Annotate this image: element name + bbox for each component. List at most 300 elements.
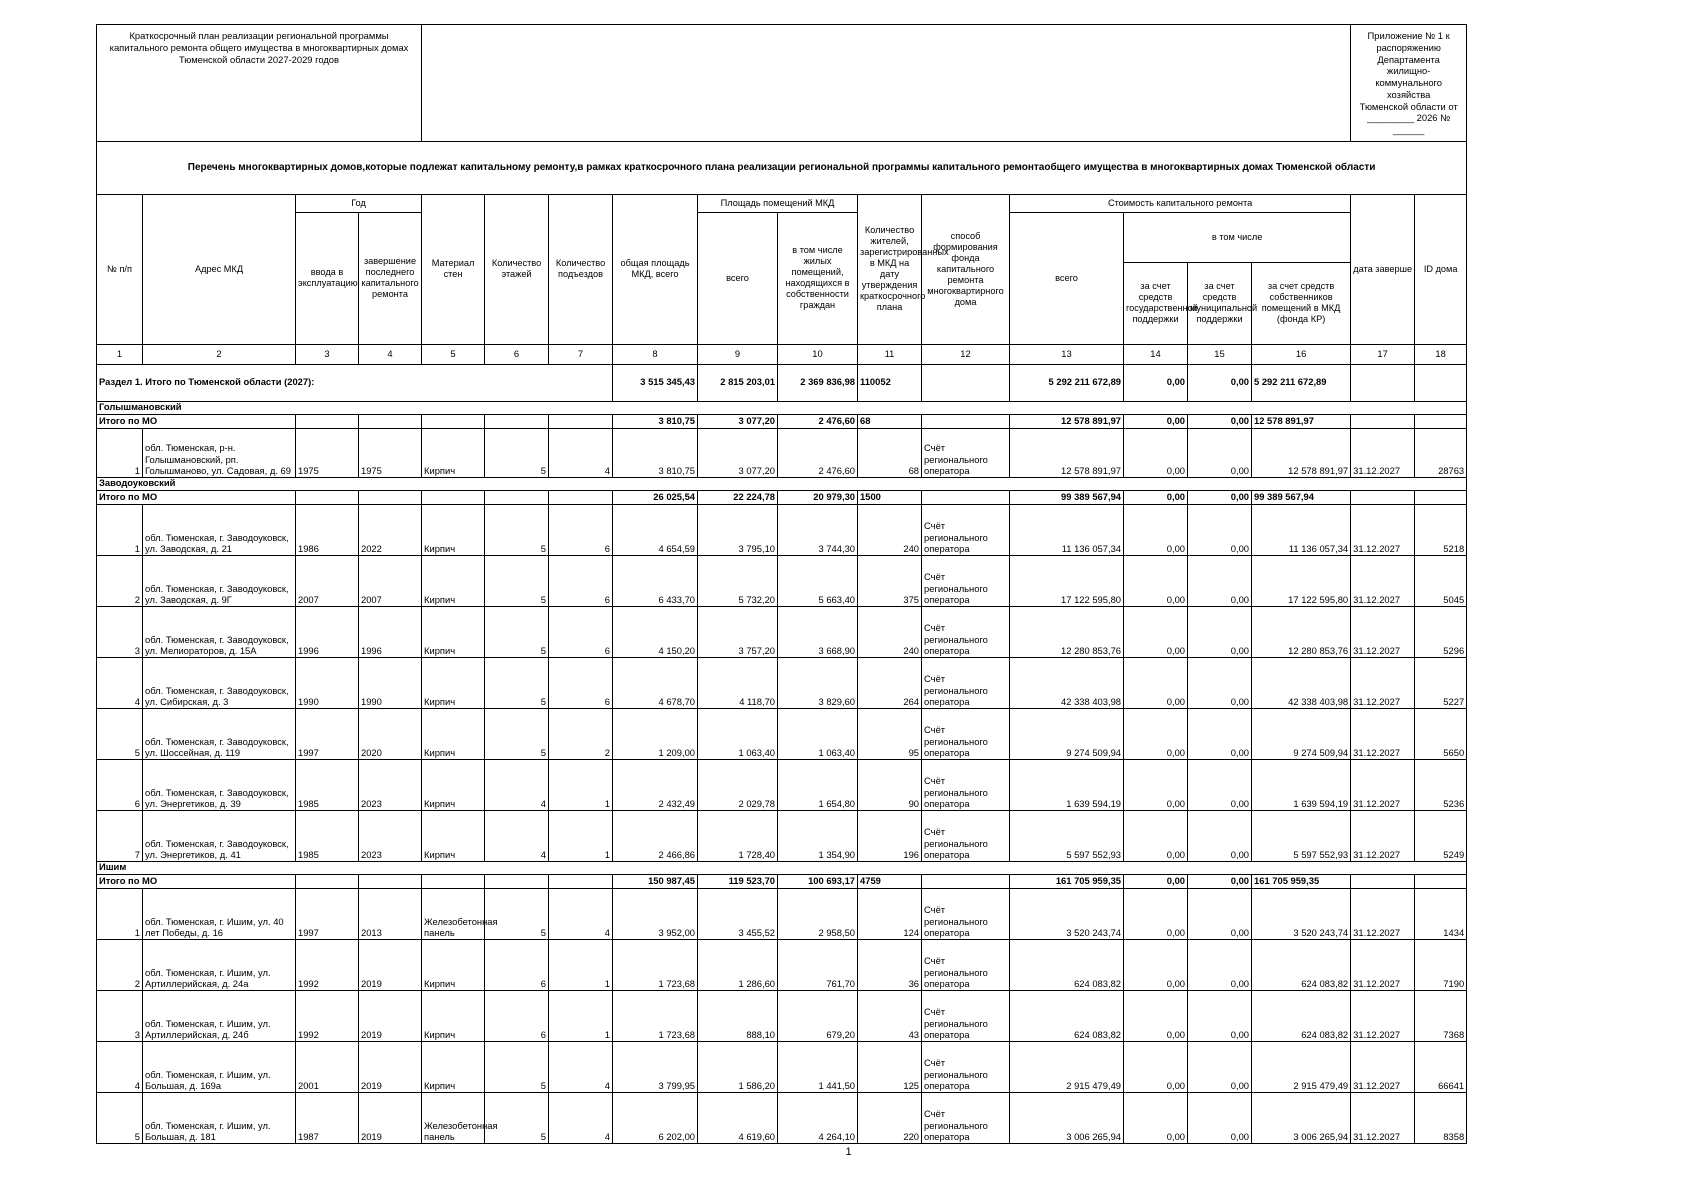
column-number-cell: 18 — [1415, 344, 1467, 364]
end-date-cell: 31.12.2027 — [1351, 1092, 1415, 1143]
municipality-name-row — [97, 401, 1467, 414]
title-row — [97, 141, 1467, 194]
cost-total-cell: 161 705 959,35 — [1010, 874, 1124, 888]
year-commission-cell: 1985 — [296, 810, 359, 861]
capital-repair-table — [96, 24, 1467, 1144]
row-number-cell: 2 — [97, 555, 143, 606]
col-cost-total-header: всего — [1010, 212, 1124, 344]
cost-state-cell: 0,00 — [1124, 504, 1188, 555]
table-row — [97, 606, 1467, 657]
address-cell: обл. Тюменская, г. Ишим, ул. Большая, д. 181 — [143, 1092, 296, 1143]
document-title: Перечень многоквартирных домов,которые подлежат капитальному ремонту,в рамках краткосрочного плана реализации региональной программы капитального ремонтаобщего имущества в многоквартирных домах Тюменской области — [97, 141, 1467, 194]
column-number-cell: 5 — [422, 344, 485, 364]
area-total-cell: 1 586,20 — [698, 1041, 778, 1092]
cost-owners-cell: 1 639 594,19 — [1252, 759, 1351, 810]
area-residential-cell: 1 441,50 — [778, 1041, 858, 1092]
page-number: 1 — [845, 1146, 852, 1158]
cost-total-cell: 3 006 265,94 — [1010, 1092, 1124, 1143]
end-date-cell: 31.12.2027 — [1351, 428, 1415, 477]
empty-cell — [549, 874, 613, 888]
section-id-empty — [1415, 364, 1467, 401]
cost-municipal-cell: 0,00 — [1188, 606, 1252, 657]
address-cell: обл. Тюменская, г. Заводоуковск, ул. Заводская, д. 9Г — [143, 555, 296, 606]
cost-municipal-cell: 0,00 — [1188, 555, 1252, 606]
year-repair-cell: 2019 — [359, 1041, 422, 1092]
column-number-row — [97, 344, 1467, 364]
wall-material-cell: Кирпич — [422, 759, 485, 810]
fund-method-cell: Счёт регионального оператора — [922, 555, 1010, 606]
address-cell: обл. Тюменская, г. Заводоуковск, ул. Мелиораторов, д. 15А — [143, 606, 296, 657]
cost-municipal-cell: 0,00 — [1188, 414, 1252, 428]
year-commission-cell: 2001 — [296, 1041, 359, 1092]
residents-cell: 125 — [858, 1041, 922, 1092]
col-year-commission-header: ввода в эксплуатацию — [296, 212, 359, 344]
column-number-cell: 17 — [1351, 344, 1415, 364]
area-total-cell: 3 077,20 — [698, 428, 778, 477]
cost-state-cell: 0,00 — [1124, 888, 1188, 939]
cost-municipal-cell: 0,00 — [1188, 428, 1252, 477]
empty-cell — [296, 414, 359, 428]
area-total-cell: 1 286,60 — [698, 939, 778, 990]
cost-state-cell: 0,00 — [1124, 939, 1188, 990]
table-row — [97, 504, 1467, 555]
end-date-cell: 31.12.2027 — [1351, 708, 1415, 759]
area-total-cell: 1 728,40 — [698, 810, 778, 861]
cost-state-cell: 0,00 — [1124, 657, 1188, 708]
year-repair-cell: 2023 — [359, 759, 422, 810]
table-row — [97, 939, 1467, 990]
total-area-cell: 3 799,95 — [613, 1041, 698, 1092]
floors-cell: 4 — [485, 759, 549, 810]
residents-cell: 1500 — [858, 490, 922, 504]
municipality-name: Ишим — [97, 861, 1467, 874]
residents-cell: 264 — [858, 657, 922, 708]
wall-material-cell: Железобетонная панель — [422, 1092, 485, 1143]
cost-total-cell: 12 578 891,97 — [1010, 428, 1124, 477]
cost-state-cell: 0,00 — [1124, 555, 1188, 606]
entrances-cell: 1 — [549, 810, 613, 861]
appendix-line-2: жилищно-коммунального хозяйства — [1375, 65, 1442, 100]
cost-total-cell: 624 083,82 — [1010, 939, 1124, 990]
fund-method-cell: Счёт регионального оператора — [922, 990, 1010, 1041]
residents-cell: 68 — [858, 428, 922, 477]
fund-method-cell: Счёт регионального оператора — [922, 606, 1010, 657]
year-commission-cell: 1997 — [296, 708, 359, 759]
col-cost-group-header: Стоимость капитального ремонта — [1010, 194, 1351, 212]
row-number-cell: 2 — [97, 939, 143, 990]
house-id-cell: 5236 — [1415, 759, 1467, 810]
total-area-cell: 6 202,00 — [613, 1092, 698, 1143]
year-commission-cell: 2007 — [296, 555, 359, 606]
municipality-total-label: Итого по МО — [97, 874, 296, 888]
table-row — [97, 990, 1467, 1041]
section-cost-owners: 5 292 211 672,89 — [1252, 364, 1351, 401]
residents-cell: 124 — [858, 888, 922, 939]
cost-state-cell: 0,00 — [1124, 1041, 1188, 1092]
municipality-total-label: Итого по МО — [97, 414, 296, 428]
column-number-cell: 2 — [143, 344, 296, 364]
municipality-total-row — [97, 874, 1467, 888]
entrances-cell: 4 — [549, 1041, 613, 1092]
total-area-cell: 150 987,45 — [613, 874, 698, 888]
plan-caption: Краткосрочный план реализации региональной программы капитального ремонта общего имущества в многоквартирных домах Тюменской области 2027-2029 годов — [97, 25, 422, 142]
cost-state-cell: 0,00 — [1124, 759, 1188, 810]
col-year-repair-header: завершение последнего капитального ремонта — [359, 212, 422, 344]
year-repair-cell: 1975 — [359, 428, 422, 477]
wall-material-cell: Кирпич — [422, 1041, 485, 1092]
col-floors-header: Количество этажей — [485, 194, 549, 344]
row-number-cell: 6 — [97, 759, 143, 810]
address-cell: обл. Тюменская, р-н. Голышмановский, рп. Голышманово, ул. Садовая, д. 69 — [143, 428, 296, 477]
column-number-cell: 9 — [698, 344, 778, 364]
cost-municipal-cell: 0,00 — [1188, 657, 1252, 708]
year-repair-cell: 2019 — [359, 990, 422, 1041]
end-date-cell: 31.12.2027 — [1351, 606, 1415, 657]
cost-owners-cell: 9 274 509,94 — [1252, 708, 1351, 759]
wall-material-cell: Кирпич — [422, 606, 485, 657]
fund-method-cell: Счёт регионального оператора — [922, 504, 1010, 555]
cost-total-cell: 5 597 552,93 — [1010, 810, 1124, 861]
area-total-cell: 4 118,70 — [698, 657, 778, 708]
empty-cell — [1351, 414, 1415, 428]
end-date-cell: 31.12.2027 — [1351, 555, 1415, 606]
cost-owners-cell: 42 338 403,98 — [1252, 657, 1351, 708]
wall-material-cell: Железобетонная панель — [422, 888, 485, 939]
cost-owners-cell: 17 122 595,80 — [1252, 555, 1351, 606]
year-repair-cell: 2022 — [359, 504, 422, 555]
col-cost-state-header: за счет средств государственной поддержки — [1124, 262, 1188, 344]
empty-cell — [922, 414, 1010, 428]
year-commission-cell: 1975 — [296, 428, 359, 477]
cost-state-cell: 0,00 — [1124, 810, 1188, 861]
col-total-area-header: общая площадь МКД, всего — [613, 194, 698, 344]
cost-total-cell: 17 122 595,80 — [1010, 555, 1124, 606]
empty-cell — [1415, 490, 1467, 504]
empty-cell — [1415, 874, 1467, 888]
area-residential-cell: 1 063,40 — [778, 708, 858, 759]
cost-total-cell: 42 338 403,98 — [1010, 657, 1124, 708]
fund-method-cell: Счёт регионального оператора — [922, 428, 1010, 477]
section-total-row — [97, 364, 1467, 401]
residents-cell: 36 — [858, 939, 922, 990]
floors-cell: 5 — [485, 1092, 549, 1143]
end-date-cell: 31.12.2027 — [1351, 657, 1415, 708]
table-row — [97, 428, 1467, 477]
cost-total-cell: 624 083,82 — [1010, 990, 1124, 1041]
empty-cell — [1415, 414, 1467, 428]
end-date-cell: 31.12.2027 — [1351, 810, 1415, 861]
empty-cell — [485, 874, 549, 888]
residents-cell: 240 — [858, 606, 922, 657]
entrances-cell: 6 — [549, 606, 613, 657]
cost-owners-cell: 3 520 243,74 — [1252, 888, 1351, 939]
entrances-cell: 6 — [549, 657, 613, 708]
section-fund-empty — [922, 364, 1010, 401]
table-row — [97, 810, 1467, 861]
cost-municipal-cell: 0,00 — [1188, 888, 1252, 939]
house-id-cell: 8358 — [1415, 1092, 1467, 1143]
wall-material-cell: Кирпич — [422, 555, 485, 606]
cost-total-cell: 3 520 243,74 — [1010, 888, 1124, 939]
row-number-cell: 3 — [97, 606, 143, 657]
empty-cell — [922, 490, 1010, 504]
area-total-cell: 2 029,78 — [698, 759, 778, 810]
house-id-cell: 5227 — [1415, 657, 1467, 708]
residents-cell: 196 — [858, 810, 922, 861]
area-residential-cell: 2 958,50 — [778, 888, 858, 939]
area-residential-cell: 3 744,30 — [778, 504, 858, 555]
cost-total-cell: 12 578 891,97 — [1010, 414, 1124, 428]
cost-owners-cell: 2 915 479,49 — [1252, 1041, 1351, 1092]
total-area-cell: 1 723,68 — [613, 939, 698, 990]
col-cost-municipal-header: за счет средств муниципальной поддержки — [1188, 262, 1252, 344]
cost-municipal-cell: 0,00 — [1188, 504, 1252, 555]
total-area-cell: 2 432,49 — [613, 759, 698, 810]
house-id-cell: 5045 — [1415, 555, 1467, 606]
end-date-cell: 31.12.2027 — [1351, 1041, 1415, 1092]
address-cell: обл. Тюменская, г. Ишим, ул. 40 лет Победы, д. 16 — [143, 888, 296, 939]
entrances-cell: 4 — [549, 1092, 613, 1143]
residents-cell: 4759 — [858, 874, 922, 888]
area-total-cell: 22 224,78 — [698, 490, 778, 504]
year-commission-cell: 1987 — [296, 1092, 359, 1143]
area-total-cell: 3 077,20 — [698, 414, 778, 428]
area-total-cell: 3 795,10 — [698, 504, 778, 555]
floors-cell: 5 — [485, 606, 549, 657]
col-end-date-header: дата заверше — [1351, 194, 1415, 344]
year-commission-cell: 1990 — [296, 657, 359, 708]
column-number-cell: 6 — [485, 344, 549, 364]
residents-cell: 95 — [858, 708, 922, 759]
empty-cell — [296, 490, 359, 504]
address-cell: обл. Тюменская, г. Ишим, ул. Большая, д. 169а — [143, 1041, 296, 1092]
empty-cell — [422, 414, 485, 428]
cost-owners-cell: 12 280 853,76 — [1252, 606, 1351, 657]
fund-method-cell: Счёт регионального оператора — [922, 939, 1010, 990]
column-number-cell: 10 — [778, 344, 858, 364]
end-date-cell: 31.12.2027 — [1351, 939, 1415, 990]
total-area-cell: 1 209,00 — [613, 708, 698, 759]
municipality-name-row — [97, 477, 1467, 490]
empty-cell — [1351, 490, 1415, 504]
year-commission-cell: 1992 — [296, 939, 359, 990]
address-cell: обл. Тюменская, г. Ишим, ул. Артиллерийская, д. 24а — [143, 939, 296, 990]
col-address-header: Адрес МКД — [143, 194, 296, 344]
cost-total-cell: 99 389 567,94 — [1010, 490, 1124, 504]
fund-method-cell: Счёт регионального оператора — [922, 1092, 1010, 1143]
wall-material-cell: Кирпич — [422, 657, 485, 708]
cost-municipal-cell: 0,00 — [1188, 1041, 1252, 1092]
column-number-cell: 7 — [549, 344, 613, 364]
area-total-cell: 1 063,40 — [698, 708, 778, 759]
area-total-cell: 3 757,20 — [698, 606, 778, 657]
area-residential-cell: 4 264,10 — [778, 1092, 858, 1143]
col-area-residential-header: в том числе жилых помещений, находящихся в собственности граждан — [778, 212, 858, 344]
header-blank — [422, 25, 1351, 142]
cost-state-cell: 0,00 — [1124, 414, 1188, 428]
cost-owners-cell: 5 597 552,93 — [1252, 810, 1351, 861]
municipality-total-label: Итого по МО — [97, 490, 296, 504]
end-date-cell: 31.12.2027 — [1351, 990, 1415, 1041]
row-number-cell: 1 — [97, 888, 143, 939]
year-repair-cell: 2023 — [359, 810, 422, 861]
end-date-cell: 31.12.2027 — [1351, 888, 1415, 939]
floors-cell: 5 — [485, 708, 549, 759]
cost-municipal-cell: 0,00 — [1188, 939, 1252, 990]
address-cell: обл. Тюменская, г. Заводоуковск, ул. Заводская, д. 21 — [143, 504, 296, 555]
appendix-caption — [1351, 25, 1467, 142]
floors-cell: 5 — [485, 888, 549, 939]
residents-cell: 240 — [858, 504, 922, 555]
end-date-cell: 31.12.2027 — [1351, 759, 1415, 810]
residents-cell: 43 — [858, 990, 922, 1041]
floors-cell: 6 — [485, 939, 549, 990]
column-number-cell: 16 — [1252, 344, 1351, 364]
cost-state-cell: 0,00 — [1124, 1092, 1188, 1143]
cost-municipal-cell: 0,00 — [1188, 1092, 1252, 1143]
year-repair-cell: 2019 — [359, 939, 422, 990]
cost-owners-cell: 12 578 891,97 — [1252, 428, 1351, 477]
entrances-cell: 1 — [549, 990, 613, 1041]
column-number-cell: 4 — [359, 344, 422, 364]
col-house-id-header: ID дома — [1415, 194, 1467, 344]
total-area-cell: 2 466,86 — [613, 810, 698, 861]
floors-cell: 5 — [485, 1041, 549, 1092]
column-number-cell: 11 — [858, 344, 922, 364]
cost-owners-cell: 11 136 057,34 — [1252, 504, 1351, 555]
cost-state-cell: 0,00 — [1124, 490, 1188, 504]
total-area-cell: 4 150,20 — [613, 606, 698, 657]
empty-cell — [296, 874, 359, 888]
empty-cell — [549, 490, 613, 504]
fund-method-cell: Счёт регионального оператора — [922, 708, 1010, 759]
area-total-cell: 119 523,70 — [698, 874, 778, 888]
area-residential-cell: 3 829,60 — [778, 657, 858, 708]
floors-cell: 5 — [485, 555, 549, 606]
house-id-cell: 5650 — [1415, 708, 1467, 759]
col-cost-owners-header: за счет средств собственников помещений в МКД (фонда КР) — [1252, 262, 1351, 344]
wall-material-cell: Кирпич — [422, 504, 485, 555]
area-total-cell: 4 619,60 — [698, 1092, 778, 1143]
area-total-cell: 5 732,20 — [698, 555, 778, 606]
cost-total-cell: 12 280 853,76 — [1010, 606, 1124, 657]
row-number-cell: 4 — [97, 657, 143, 708]
table-row — [97, 1041, 1467, 1092]
municipality-name: Голышмановский — [97, 401, 1467, 414]
residents-cell: 375 — [858, 555, 922, 606]
fund-method-cell: Счёт регионального оператора — [922, 657, 1010, 708]
table-row — [97, 657, 1467, 708]
entrances-cell: 6 — [549, 504, 613, 555]
area-residential-cell: 5 663,40 — [778, 555, 858, 606]
col-cost-incl-header: в том числе — [1124, 212, 1351, 262]
total-area-cell: 4 654,59 — [613, 504, 698, 555]
col-wall-header: Материал стен — [422, 194, 485, 344]
floors-cell: 5 — [485, 428, 549, 477]
cost-state-cell: 0,00 — [1124, 428, 1188, 477]
column-number-cell: 12 — [922, 344, 1010, 364]
column-header-row-1 — [97, 194, 1467, 212]
address-cell: обл. Тюменская, г. Заводоуковск, ул. Энергетиков, д. 41 — [143, 810, 296, 861]
year-repair-cell: 1996 — [359, 606, 422, 657]
year-repair-cell: 2007 — [359, 555, 422, 606]
entrances-cell: 6 — [549, 555, 613, 606]
cost-state-cell: 0,00 — [1124, 708, 1188, 759]
house-id-cell: 5249 — [1415, 810, 1467, 861]
residents-cell: 68 — [858, 414, 922, 428]
row-number-cell: 4 — [97, 1041, 143, 1092]
row-number-cell: 1 — [97, 504, 143, 555]
fund-method-cell: Счёт регионального оператора — [922, 888, 1010, 939]
wall-material-cell: Кирпич — [422, 990, 485, 1041]
area-total-cell: 3 455,52 — [698, 888, 778, 939]
total-area-cell: 3 810,75 — [613, 414, 698, 428]
floors-cell: 5 — [485, 657, 549, 708]
total-area-cell: 1 723,68 — [613, 990, 698, 1041]
column-number-cell: 8 — [613, 344, 698, 364]
house-id-cell: 5296 — [1415, 606, 1467, 657]
residents-cell: 90 — [858, 759, 922, 810]
entrances-cell: 4 — [549, 428, 613, 477]
house-id-cell: 7190 — [1415, 939, 1467, 990]
cost-municipal-cell: 0,00 — [1188, 874, 1252, 888]
year-commission-cell: 1985 — [296, 759, 359, 810]
row-number-cell: 3 — [97, 990, 143, 1041]
wall-material-cell: Кирпич — [422, 939, 485, 990]
wall-material-cell: Кирпич — [422, 428, 485, 477]
col-residents-header: Количество жителей, зарегистрированных в МКД на дату утверждения краткосрочного плана — [858, 194, 922, 344]
section-cost-total: 5 292 211 672,89 — [1010, 364, 1124, 401]
row-number-cell: 7 — [97, 810, 143, 861]
cost-total-cell: 1 639 594,19 — [1010, 759, 1124, 810]
column-number-cell: 3 — [296, 344, 359, 364]
cost-state-cell: 0,00 — [1124, 874, 1188, 888]
total-area-cell: 26 025,54 — [613, 490, 698, 504]
municipality-total-row — [97, 414, 1467, 428]
floors-cell: 5 — [485, 504, 549, 555]
cost-total-cell: 11 136 057,34 — [1010, 504, 1124, 555]
table-row — [97, 555, 1467, 606]
total-area-cell: 6 433,70 — [613, 555, 698, 606]
section-area-residential: 2 369 836,98 — [778, 364, 858, 401]
cost-state-cell: 0,00 — [1124, 606, 1188, 657]
column-number-cell: 15 — [1188, 344, 1252, 364]
section-cost-municipal: 0,00 — [1188, 364, 1252, 401]
column-number-cell: 14 — [1124, 344, 1188, 364]
year-repair-cell: 2019 — [359, 1092, 422, 1143]
total-area-cell: 3 952,00 — [613, 888, 698, 939]
area-residential-cell: 1 654,80 — [778, 759, 858, 810]
table-row — [97, 888, 1467, 939]
address-cell: обл. Тюменская, г. Ишим, ул. Артиллерийская, д. 24б — [143, 990, 296, 1041]
wall-material-cell: Кирпич — [422, 708, 485, 759]
row-number-cell: 5 — [97, 708, 143, 759]
empty-cell — [422, 490, 485, 504]
appendix-line-1: Приложение № 1 к распоряжению Департамента — [1367, 30, 1450, 65]
address-cell: обл. Тюменская, г. Заводоуковск, ул. Шоссейная, д. 119 — [143, 708, 296, 759]
floors-cell: 6 — [485, 990, 549, 1041]
col-entrances-header: Количество подъездов — [549, 194, 613, 344]
section-cost-state: 0,00 — [1124, 364, 1188, 401]
section-total-label: Раздел 1. Итого по Тюменской области (2027): — [97, 364, 613, 401]
area-residential-cell: 679,20 — [778, 990, 858, 1041]
year-repair-cell: 2020 — [359, 708, 422, 759]
wall-material-cell: Кирпич — [422, 810, 485, 861]
year-commission-cell: 1996 — [296, 606, 359, 657]
appendix-line-3: Тюменской области от _________ 2026 № ______ — [1359, 100, 1458, 135]
municipality-total-row — [97, 490, 1467, 504]
row-number-cell: 5 — [97, 1092, 143, 1143]
